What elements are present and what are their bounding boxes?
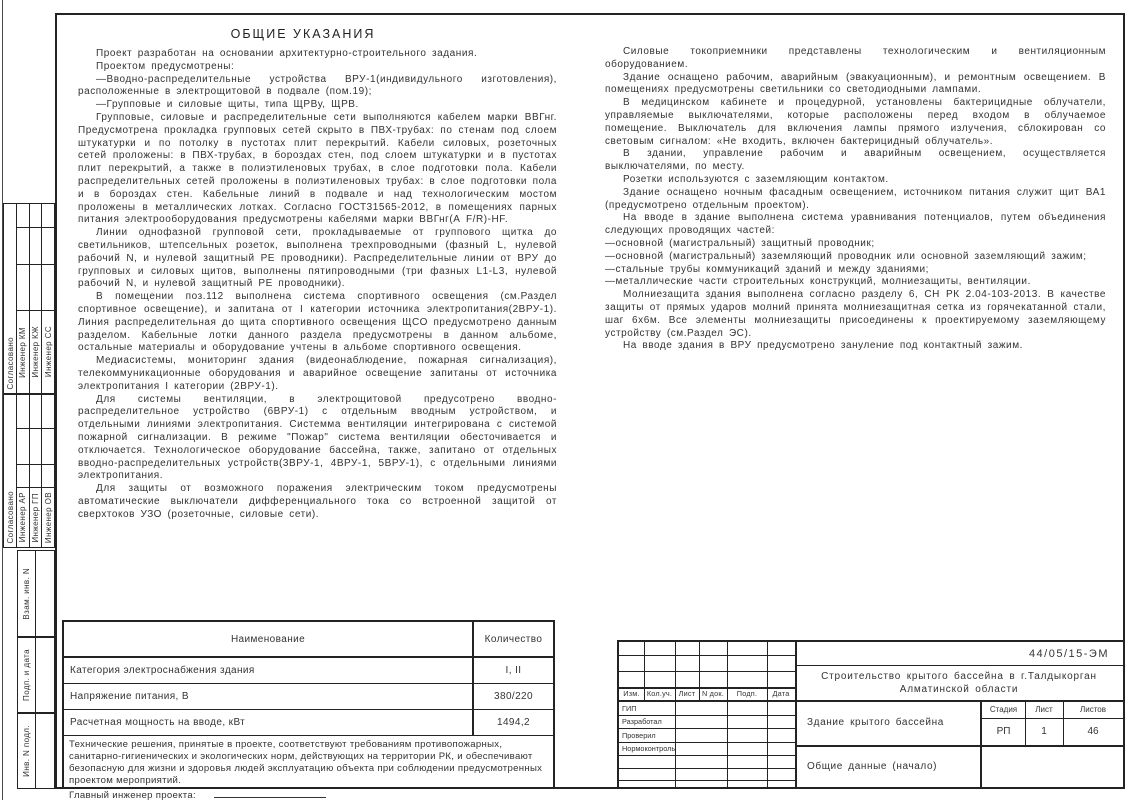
list-item: —стальные трубы коммуникаций зданий и между зданиями; [605,263,929,275]
signature-cell [30,395,42,429]
row-value: 1494,2 [497,717,530,728]
signer-column [17,204,30,393]
signature-cell [17,429,29,465]
col-header-ndok: N док. [701,689,725,698]
paragraph: Молниезащита здания выполнена согласно разделу 6, СН РК 2.04-103-2013. В качестве защиты от прямых ударов молний принята молниезащитная сетка из горячекатанной стали, шаг 6х6м. Все элементы молниезащиты присоединены к проектируемому заземляющему устройству (см.Раздел ЭС). [605,289,1106,339]
paragraph: Проект разработан на основании архитектурно-строительного задания. [96,48,478,59]
paragraph: Медиасистемы, мониторинг здания (видеонаблюдение, пожарная сигнализация), телекоммуникационные оборудования и аварийное освещение запитаны от источника электропитания I категории (2ВРУ-1). [78,355,557,392]
notes-column-left [78,48,557,521]
project-title [795,665,1123,700]
footer-text: Технические решения, принятые в проекте, соответствуют требованиям противопожарных, санитарно-гигиенических и экологических норм, действующих на территории РК, и обеспечивают безопасную для жизни и здоровья людей эксплуатацию объекта при соблюдении предусмотренных проектом мероприятий. [69,739,543,787]
signature-cell [17,204,29,228]
spec-table-header-name: Наименование [64,622,474,656]
signer-column [17,395,30,547]
role-gip: ГИП [622,704,637,713]
signer-label-cell [17,311,29,393]
attr-label-cell [18,714,36,788]
approval-group-cell [4,395,17,547]
signature-cell [42,228,54,265]
sheets-total: 46 [1087,726,1099,737]
sheet-title: Общие данные (начало) [807,760,938,772]
signature-cell [30,429,42,465]
grid-line [619,780,795,781]
doc-number: 44/05/15-ЭМ [1028,647,1109,660]
signer-label-cell [42,311,54,393]
grid-line [619,755,795,756]
attr-empty-cell [36,638,54,712]
row-value: 380/220 [494,691,533,702]
attr-empty-cell [36,551,54,636]
attr-label: Взам. инв. N [22,567,31,620]
signer-label-cell [30,488,42,547]
stage-header: Стадия [989,704,1018,714]
col-header-list: Лист [678,689,696,698]
approval-group-label: Согласовано [5,491,15,544]
signer-column [30,204,43,393]
role-normokontrol: Нормоконтроль [622,744,676,753]
row-label: Расчетная мощность на вводе, кВт [64,710,474,735]
signature-cell [17,465,29,488]
page-title: ОБЩИЕ УКАЗАНИЯ [230,27,376,41]
list-header: Лист [1035,704,1053,714]
signer-label-cell [30,311,42,393]
table-row [64,684,553,710]
approval-block-1 [3,203,55,394]
paragraph: Групповые, силовые и распределительные сети выполняются кабелем марки ВВГнг. Предусмотрена прокладка групповых сетей скрыто в ПВХ-трубах: по стенам под слоем штукатурки и по потолку в пустотах плит перекрытий. Кабели силовых, розеточных сетей проложены: в ПВХ-трубах, в бороздах стен, под слоем штукатурки и в пустотах плит перекрытий, а также в полиэтиленовых трубах, в слое подготовки пола. Кабели распределительных сетей проложены в полиэтиленовых трубах: в слое подготовки пола и в бороздах стен. Кабельные линий в подвале и над технологическим мостом проложены в металлических лотках. Согласно ГОСТ31565-2012, в помещениях парных питания электрооборудования предусмотрены кабелями марки ВВГнг(А F/R)-HF. [78,111,557,226]
table-row [64,658,553,684]
list-item: —Групповые и силовые щиты, типа ЩРВу, ЩРВ. [96,99,359,111]
signature-cell [30,265,42,311]
stage-value: РП [996,726,1011,737]
col-header-koluch: Кол.уч. [646,689,673,698]
title-block [617,640,1125,789]
table-row [64,710,553,736]
row-value: I, II [505,665,522,676]
signer-label-cell [42,488,54,547]
list-item: —металлические части строительных конструкций, молниезащиты, вентиляции. [605,276,1031,288]
signature-cell [42,395,54,429]
list-item: —основной (магистральный) защитный проводник; [605,237,875,249]
listov-header: Листов [1080,704,1106,714]
attr-empty-cell [36,714,54,788]
paragraph: Линии однофазной групповой сети, прокладываемые от группового щитка до светильников, штепсельных розеток, выполнена трехпроводными (фазный L, нулевой рабочий N, и нулевой защитный PE проводники). Распределительные линии от ВРУ до групповых и силовых щитов, выполнены пятипроводными (три фазных L1-L3, нулевой рабочий N, и нулевой защитный PE проводники). [78,227,557,290]
paragraph: Проектом предусмотрены: [96,60,235,72]
spec-table-header-qty: Количество [484,633,543,645]
sheet-number: 1 [1041,726,1047,737]
attr-block-vzam [17,550,55,637]
signature-cell [17,228,29,265]
paragraph: На вводе здания в ВРУ предусмотрено зануление под контактный зажим. [623,340,1023,352]
attr-label: Инв. N подл. [22,725,31,777]
list-item: —основной (магистральный) заземляющий проводник или основной заземляющий зажим; [605,250,1087,262]
approval-group-cell [4,204,17,393]
row-label: Категория электроснабжения здания [64,658,474,683]
paragraph: Здание оснащено ночным фасадным освещением, источником питания служит щит ВА1 (предусмотрено отдельным проектом). [605,186,1106,211]
signer-label: Инженер СС [43,326,53,378]
paragraph: В здании, управление рабочим и аварийным освещением, осуществляется выключателями, по месту. [605,148,1106,173]
signature-cell [42,465,54,488]
attr-block-inv [17,713,55,789]
signature-label: Главный инженер проекта: [69,790,196,802]
col-header-izm: Изм. [623,689,640,698]
signature-cell [42,429,54,465]
signer-column [42,204,54,393]
project-title-line2: Алматинской области [899,683,1019,695]
attr-label-cell [18,638,36,712]
signer-column [30,395,43,547]
signer-label: Инженер КМ [18,326,28,378]
spec-table [62,620,555,802]
role-proveril: Проверил [622,730,656,740]
attr-label-cell [18,551,36,636]
signer-label: Инженер ОВ [43,491,53,544]
signature-cell [30,204,42,228]
notes-column-right [605,46,1106,353]
attr-label: Подп. и дата [22,649,31,701]
paragraph: Силовые токоприемники представлены технологическим и вентиляционным оборудованием. [605,46,1106,70]
approval-group-label: Согласовано [5,337,15,390]
grid-line [619,655,795,656]
col-header-data: Дата [772,689,790,698]
signer-label-cell [17,488,29,547]
role-razrabotal: Разработал [622,717,662,726]
signature-cell [42,204,54,228]
paragraph: Розетки используются с заземляющим контактом. [623,173,889,185]
paragraph: На вводе в здание выполнена система уравнивания потенциалов, путем объединения следующих проводящих частей: [605,212,1106,237]
signature-cell [17,265,29,311]
paragraph: В помещении поз.112 выполнена система спортивного освещения (см.Раздел спортивное освещение), и запитана от I категории источника электропитания(2ВРУ-1). Линия распределительная до щита спортивного освещения ЩСО предусмотрено данным разделом. Кабельные лотки данного раздела предусмотрены в данном альбоме, остальные материалы и оборудование учтены в альбоме спортивного освещения. [78,291,557,354]
signature-cell [30,228,42,265]
grid-line [619,671,795,672]
paragraph: Здание оснащено рабочим, аварийным (эвакуационным), и ремонтным освещением. В помещениях предусмотрены светильники со светодиодными лампами. [605,71,1106,96]
paragraph: Для системы вентиляции, в электрощитовой предусотрено вводно-распределительное устройство (6ВРУ-1) с отдельным вводным устройством, и отдельными линиями электропитания. Системма вентиляции интегрирована с системой пожарной сигнализации. В режиме "Пожар" система вентиляции обесточивается и отключается. Технологическое оборудование бассейна, также, запитано от отдельных вводно-распределительных устройств(3ВРУ-1, 4ВРУ-1, 5ВРУ-1), с отдельными линиями электропитания. [78,393,557,482]
organization-cell [982,747,1123,787]
signature-cell [42,265,54,311]
attr-block-podp [17,637,55,713]
signer-column [42,395,54,547]
approval-block-2 [3,394,55,548]
paragraph: Для защиты от возможного поражения электрическим током предусмотрены автоматические выключатели дифференциального тока со встроенной защитой от сверхтоков УЗО (розеточные, силовые сети). [78,483,557,520]
row-label: Напряжение питания, В [64,684,474,709]
project-title-line1: Строительство крытого бассейна в г.Талдыкорган [821,670,1097,682]
spec-table-header-row [64,622,553,658]
grid-line [619,768,795,769]
signature-cell [17,395,29,429]
table-footer-note [64,736,553,802]
signature-cell [30,465,42,488]
signer-label: Инженер ГП [31,492,40,543]
object-title: Здание крытого бассейна [807,717,944,728]
paragraph: В медицинском кабинете и процедурной, установлены бактерицидные облучатели, управляемые выключателями, которые расположены перед входом в облучаемое помещение. Выключатель для включения лампы прямого излучения, сблокирован со световым сигналом: «Не входить, включен бактерицидный облучатель». [605,97,1106,147]
signature-blank-line [214,788,326,798]
list-item: —Вводно-распределительные устройства ВРУ-1(индивидульного изготовления), расположенные в электрощитовой в подвале (пом.19); [78,73,557,98]
signer-label: Инженер КЖ [31,326,40,378]
col-header-podp: Подп. [736,689,758,698]
signer-label: Инженер АР [18,492,28,543]
